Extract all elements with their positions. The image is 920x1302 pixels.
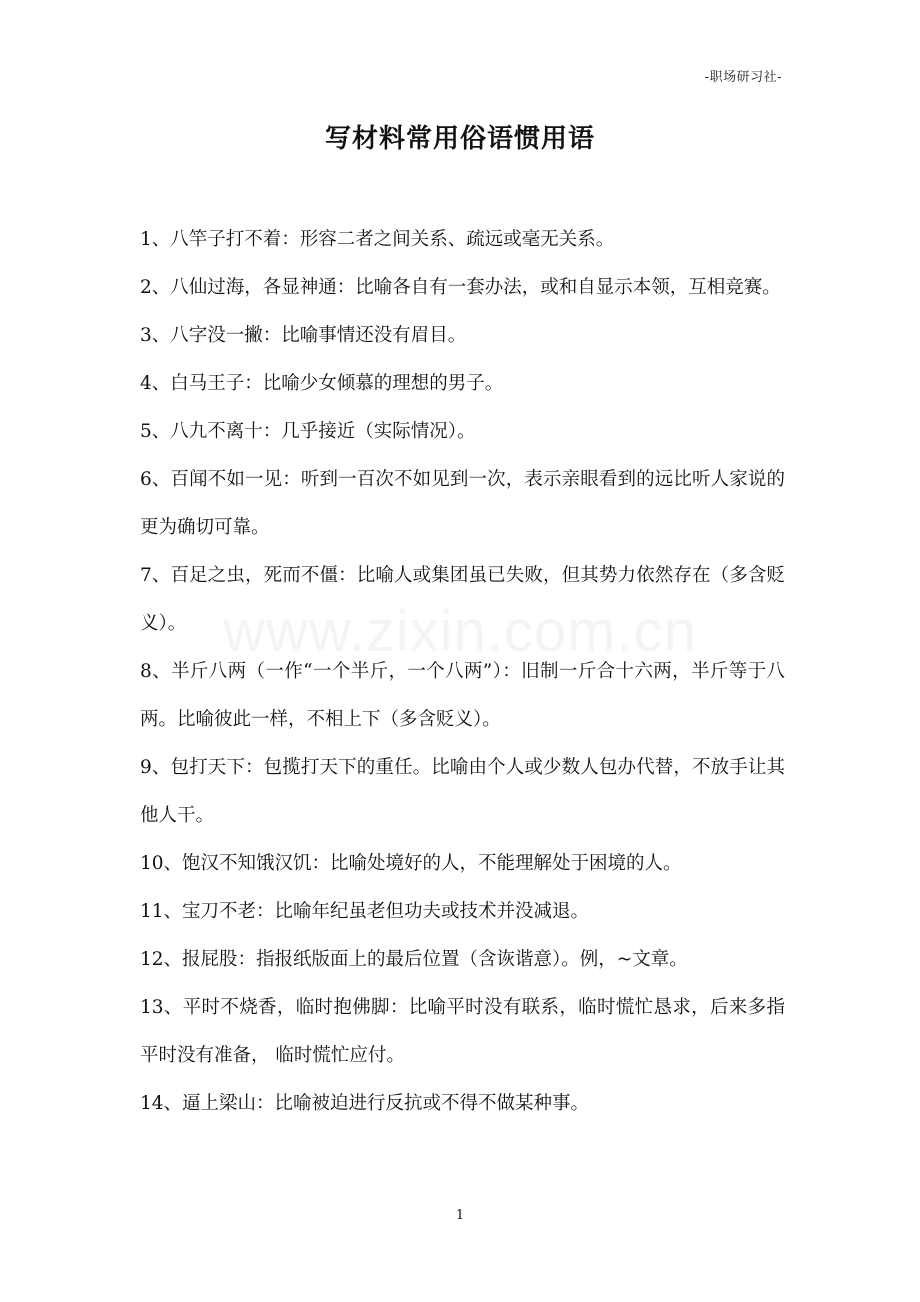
- entry-item: 14、逼上梁山：比喻被迫进行反抗或不得不做某种事。: [140, 1093, 590, 1114]
- entry-item: 11、宝刀不老：比喻年纪虽老但功夫或技术并没减退。: [140, 901, 590, 922]
- document-title: 写材料常用俗语惯用语: [324, 124, 595, 154]
- entry-item: 10、饱汉不知饿汉饥：比喻处境好的人，不能理解处于困境的人。: [140, 853, 682, 874]
- watermark: www.zixin.com.cn: [223, 599, 697, 664]
- entry-item: 9、包打天下：包揽打天下的重任。比喻由个人或少数人包办代替，不放手让其他人干。: [140, 757, 785, 826]
- entry-item: 6、百闻不如一见：听到一百次不如见到一次，表示亲眼看到的远比听人家说的更为确切可靠。: [140, 469, 785, 538]
- entry-item: 7、百足之虫，死而不僵：比喻人或集团虽已失败，但其势力依然存在（多含贬义）。: [140, 565, 785, 634]
- entry-item: 3、八字没一撇：比喻事情还没有眉目。: [140, 325, 467, 346]
- page-number: 1: [455, 1208, 465, 1223]
- header-note: -职场研习社-: [704, 70, 782, 85]
- entry-list: [140, 216, 785, 1128]
- entry-item: 13、平时不烧香，临时抱佛脚：比喻平时没有联系，临时慌忙恳求，后来多指平时没有准备， 临时慌忙应付。: [140, 997, 785, 1066]
- entry-item: 5、八九不离十：几乎接近（实际情况）。: [140, 421, 476, 442]
- entry-item: 2、八仙过海，各显神通：比喻各自有一套办法，或和自显示本领，互相竞赛。: [140, 277, 781, 298]
- entry-item: 4、白马王子：比喻少女倾慕的理想的男子。: [140, 373, 504, 394]
- entry-item: 1、八竿子打不着：形容二者之间关系、疏远或毫无关系。: [140, 229, 615, 250]
- entry-item: 12、报屁股：指报纸版面上的最后位置（含诙谐意）。例，~文章。: [140, 949, 688, 970]
- entry-item: 8、半斤八两（一作“一个半斤，一个八两”）：旧制一斤合十六两，半斤等于八两。比喻彼此一样，不相上下（多含贬义）。: [140, 661, 785, 730]
